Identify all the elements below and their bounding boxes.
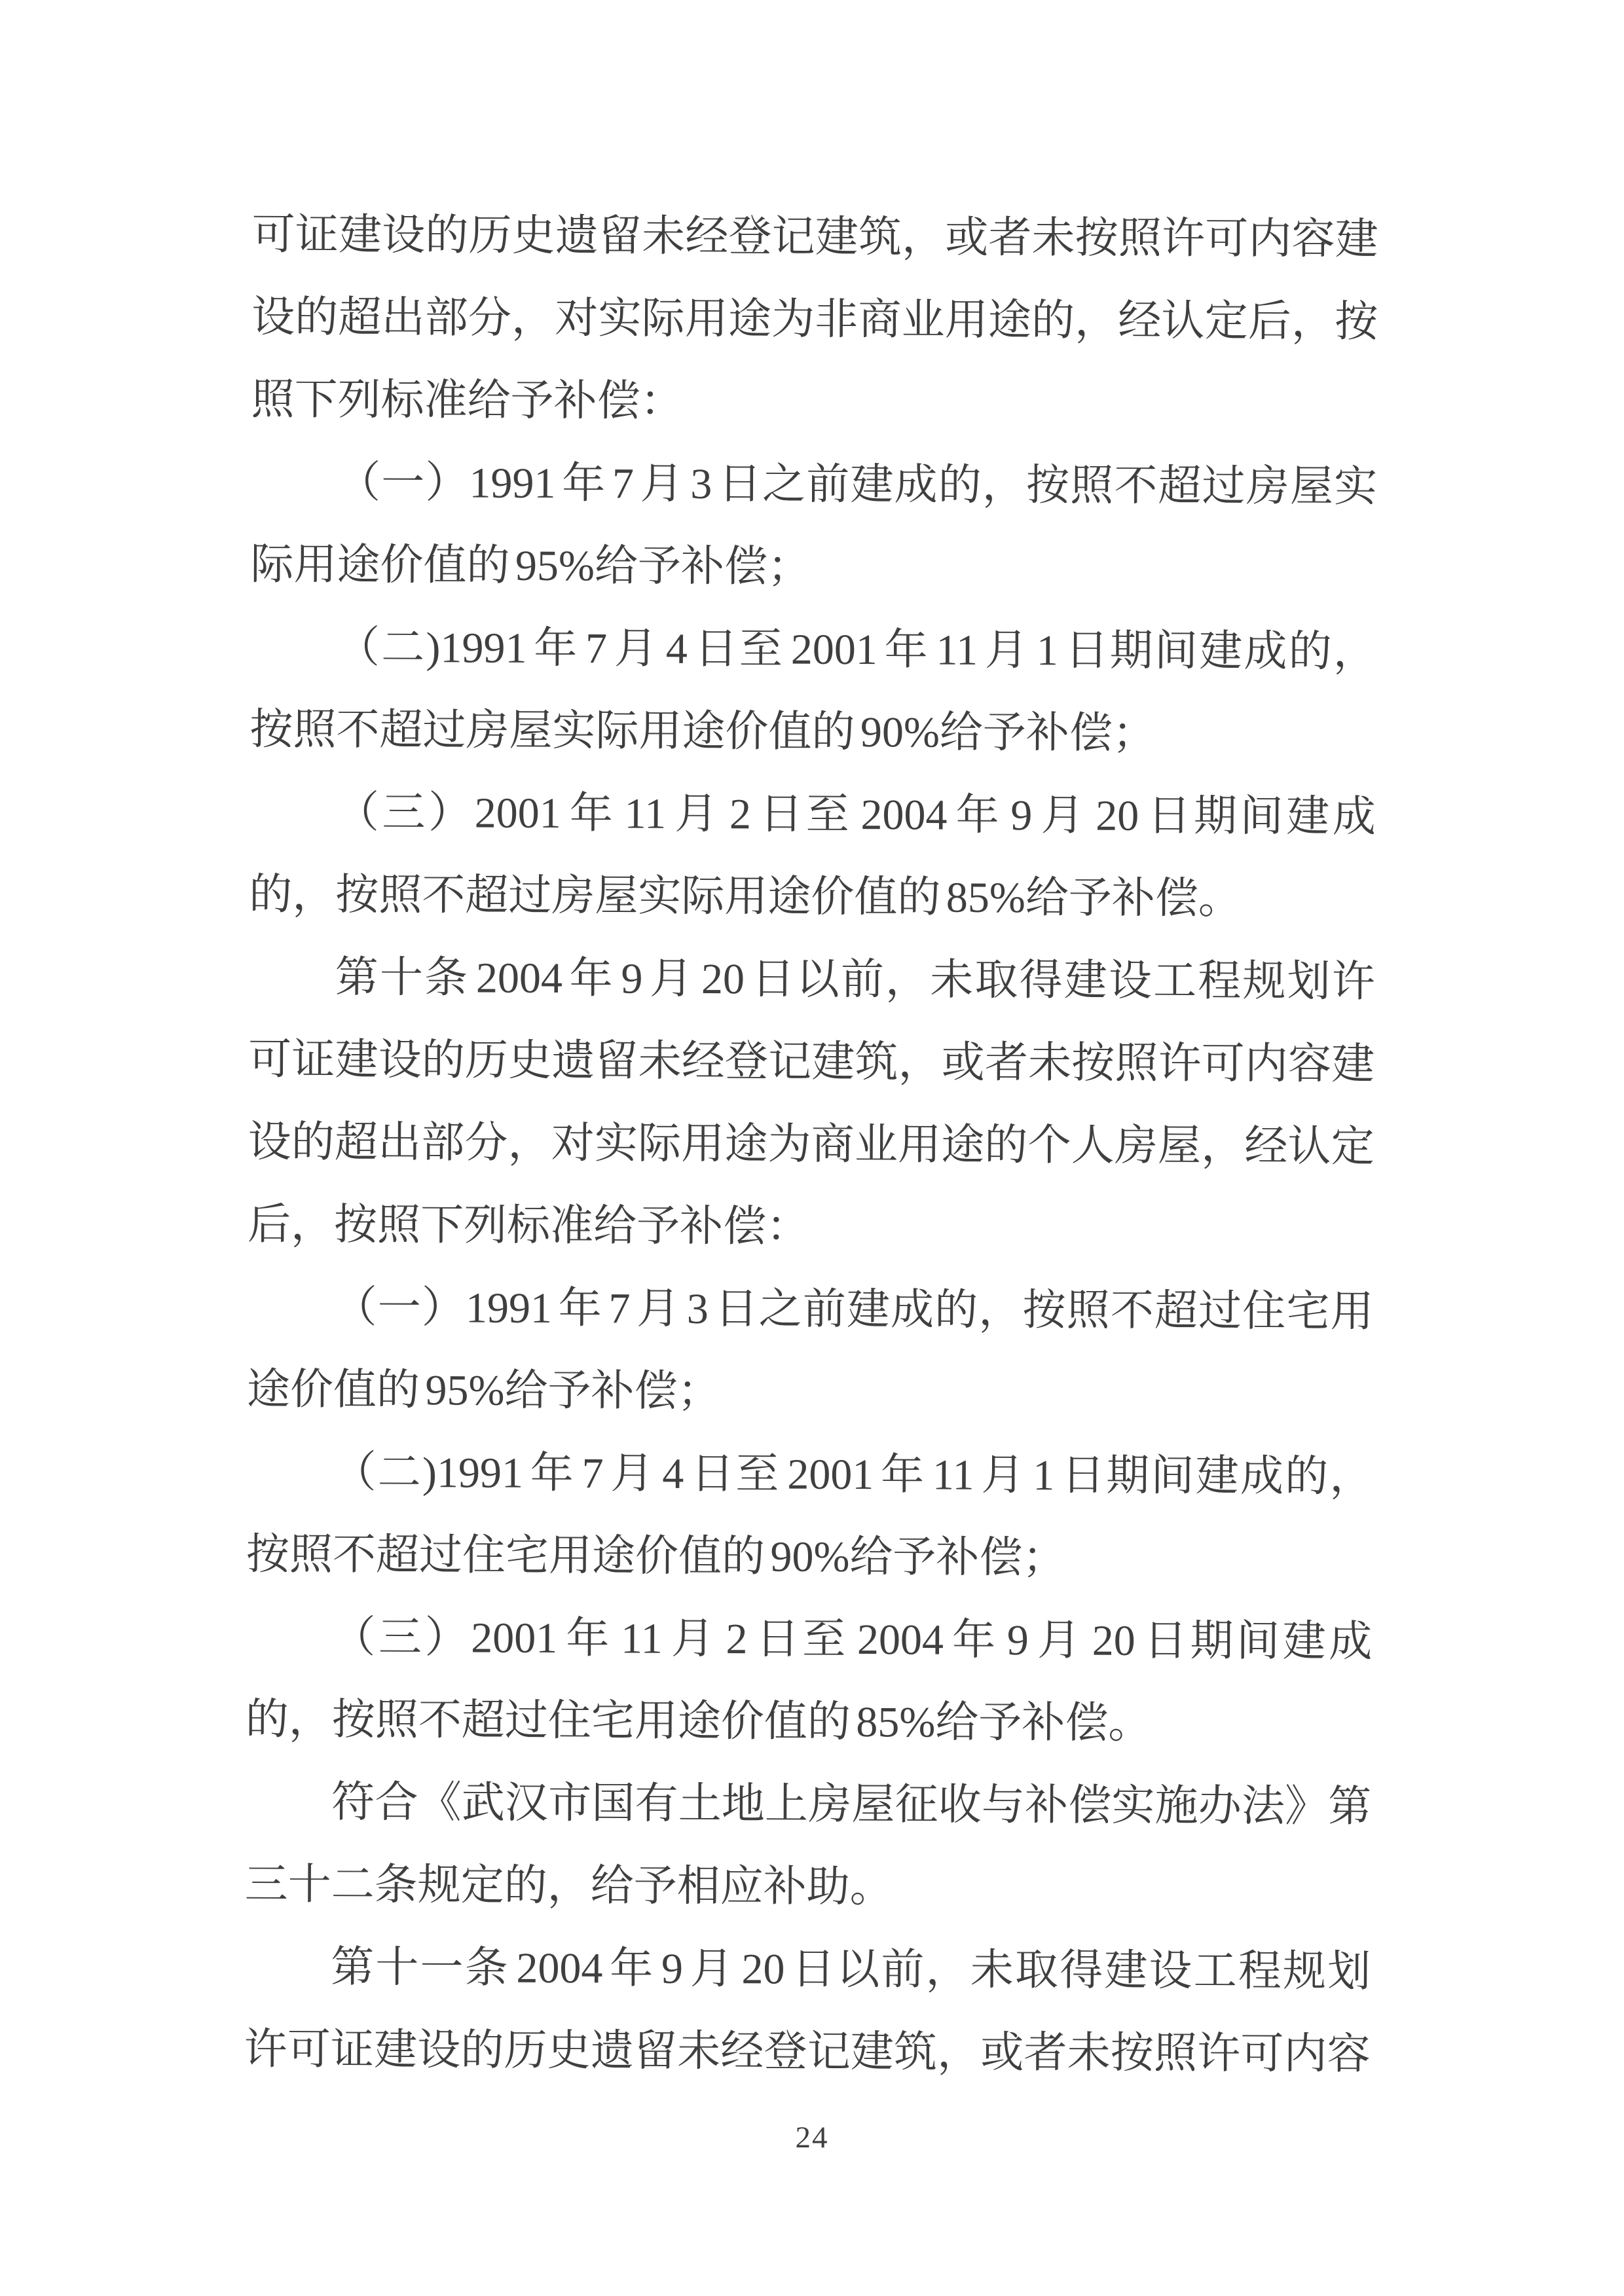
text-line: 按照不超过住宅用途价值的 90%给予补偿； (246, 1530, 1066, 1582)
text-line: 途价值的 95%给予补偿； (246, 1365, 721, 1416)
text-line: 按照不超过房屋实际用途价值的 90%给予补偿； (249, 705, 1156, 758)
text-line: 际用途价值的 95%给予补偿； (250, 540, 811, 591)
text-line: 许可证建设的历史遗留未经登记建筑，或者未按照许可内容 (244, 2025, 1371, 2079)
text-line: （一）1991 年 7 月 3 日之前建成的，按照不超过住宅用 (333, 1283, 1374, 1336)
text-line: 第十一条 2004 年 9 月 20 日以前，未取得建设工程规划 (331, 1943, 1371, 1996)
text-line: 设的超出部分，对实际用途为商业用途的个人房屋，经认定 (248, 1118, 1375, 1171)
text-line: 照下列标准给予补偿： (251, 375, 684, 426)
text-line: （二)1991 年 7 月 4 日至 2001 年 11 月 1 日期间建成的， (336, 623, 1377, 676)
text-line: 设的超出部分，对实际用途为非商业用途的，经认定后，按 (251, 293, 1378, 346)
text-line: 的，按照不超过房屋实际用途价值的 85%给予补偿。 (249, 870, 1242, 923)
text-line: （三）2001 年 11 月 2 日至 2004 年 9 月 20 日期间建成 (335, 788, 1376, 841)
text-line: （一）1991 年 7 月 3 日之前建成的，按照不超过房屋实 (337, 458, 1378, 511)
text-line: 可证建设的历史遗留未经登记建筑，或者未按照许可内容建 (248, 1035, 1375, 1089)
document-text (244, 194, 1378, 2096)
text-line: 三十二条规定的，给予相应补助。 (244, 1860, 893, 1912)
text-line: 可证建设的历史遗留未经登记建筑，或者未按照许可内容建 (251, 210, 1378, 264)
text-line: 符合《武汉市国有土地上房屋征收与补偿实施办法》第 (331, 1778, 1372, 1831)
text-line: 后，按照下列标准给予补偿： (247, 1200, 810, 1251)
text-line: 第十条 2004 年 9 月 20 日以前，未取得建设工程规划许 (335, 953, 1375, 1006)
page-number: 24 (795, 2121, 829, 2155)
text-line: （二)1991 年 7 月 4 日至 2001 年 11 月 1 日期间建成的， (333, 1448, 1373, 1501)
text-line: （三）2001 年 11 月 2 日至 2004 年 9 月 20 日期间建成 (332, 1613, 1373, 1666)
text-line: 的，按照不超过住宅用途价值的 85%给予补偿。 (245, 1695, 1152, 1748)
